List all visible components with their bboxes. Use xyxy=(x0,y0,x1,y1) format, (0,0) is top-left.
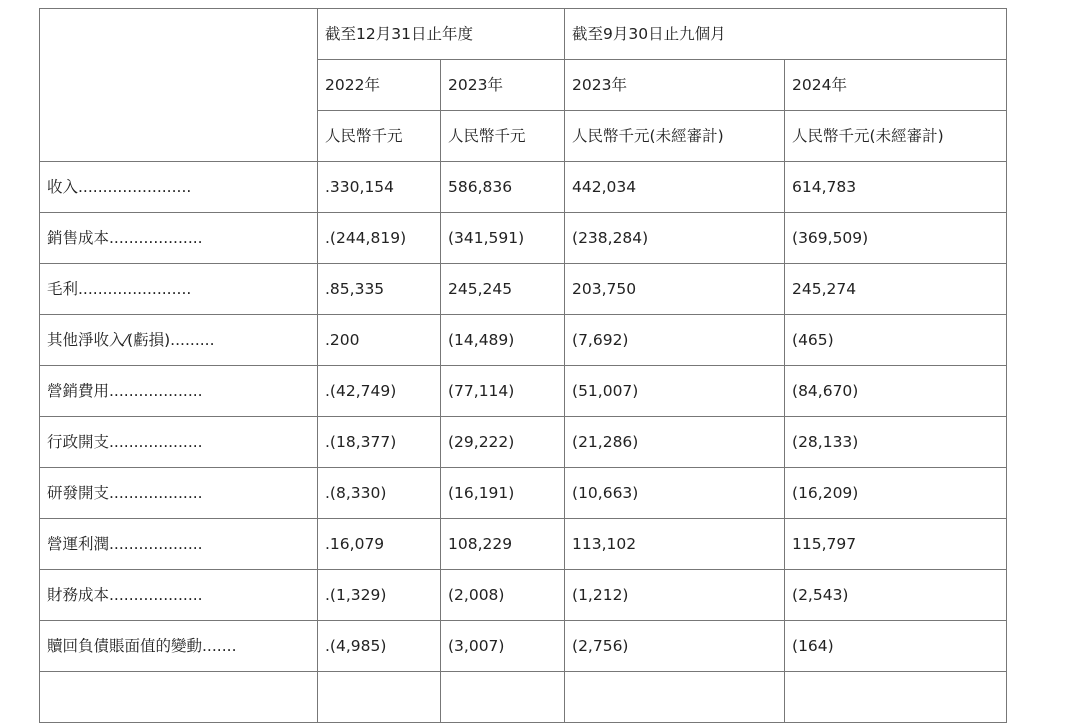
cell-value: .(42,749) xyxy=(318,366,441,417)
cell-value: (369,509) xyxy=(785,213,1007,264)
row-label: 銷售成本................... xyxy=(40,213,318,264)
cell-value: .16,079 xyxy=(318,519,441,570)
cell-value: .85,335 xyxy=(318,264,441,315)
cell-value: (10,663) xyxy=(565,468,785,519)
row-label: 其他淨收入⁄(虧損)......... xyxy=(40,315,318,366)
row-label: 營運利潤................... xyxy=(40,519,318,570)
cell-value: (51,007) xyxy=(565,366,785,417)
cell-value: .(18,377) xyxy=(318,417,441,468)
cell-value xyxy=(441,672,565,723)
cell-value: (14,489) xyxy=(441,315,565,366)
header-nine-months-ended: 截至9月30日止九個月 xyxy=(565,9,1007,60)
cell-value: (341,591) xyxy=(441,213,565,264)
cell-value: 115,797 xyxy=(785,519,1007,570)
table-row xyxy=(40,417,1007,468)
header-year: 2023年 xyxy=(565,60,785,111)
cell-value: (2,756) xyxy=(565,621,785,672)
table-row xyxy=(40,519,1007,570)
cell-value: (465) xyxy=(785,315,1007,366)
table-row xyxy=(40,264,1007,315)
header-corner-cell xyxy=(40,9,318,162)
row-label: 行政開支................... xyxy=(40,417,318,468)
cell-value: .(8,330) xyxy=(318,468,441,519)
cell-value: (21,286) xyxy=(565,417,785,468)
header-year: 2024年 xyxy=(785,60,1007,111)
cell-value: 203,750 xyxy=(565,264,785,315)
cell-value: (77,114) xyxy=(441,366,565,417)
cell-value: (16,209) xyxy=(785,468,1007,519)
cell-value: (16,191) xyxy=(441,468,565,519)
header-year: 2022年 xyxy=(318,60,441,111)
cell-value: 245,274 xyxy=(785,264,1007,315)
table-row xyxy=(40,621,1007,672)
cell-value: (84,670) xyxy=(785,366,1007,417)
row-label xyxy=(40,672,318,723)
table-row xyxy=(40,315,1007,366)
cell-value: (28,133) xyxy=(785,417,1007,468)
table-row xyxy=(40,570,1007,621)
cell-value: 108,229 xyxy=(441,519,565,570)
header-unit: 人民幣千元 xyxy=(441,111,565,162)
cell-value: 586,836 xyxy=(441,162,565,213)
header-unit: 人民幣千元 xyxy=(318,111,441,162)
table-row xyxy=(40,162,1007,213)
header-row-period xyxy=(40,9,1007,60)
cell-value: (7,692) xyxy=(565,315,785,366)
table-row xyxy=(40,213,1007,264)
cell-value xyxy=(565,672,785,723)
row-label: 研發開支................... xyxy=(40,468,318,519)
header-unit: 人民幣千元(未經審計) xyxy=(565,111,785,162)
header-year-ended: 截至12月31日止年度 xyxy=(318,9,565,60)
table-row xyxy=(40,468,1007,519)
cell-value: .(1,329) xyxy=(318,570,441,621)
cell-value: (1,212) xyxy=(565,570,785,621)
table-row xyxy=(40,366,1007,417)
cell-value: (3,007) xyxy=(441,621,565,672)
cell-value: (29,222) xyxy=(441,417,565,468)
row-label: 營銷費用................... xyxy=(40,366,318,417)
row-label: 毛利....................... xyxy=(40,264,318,315)
row-label: 財務成本................... xyxy=(40,570,318,621)
header-year: 2023年 xyxy=(441,60,565,111)
cell-value: .(4,985) xyxy=(318,621,441,672)
cell-value: (164) xyxy=(785,621,1007,672)
cell-value: .200 xyxy=(318,315,441,366)
cell-value xyxy=(318,672,441,723)
cell-value: (238,284) xyxy=(565,213,785,264)
cell-value: (2,543) xyxy=(785,570,1007,621)
cell-value xyxy=(785,672,1007,723)
cell-value: 245,245 xyxy=(441,264,565,315)
cell-value: .(244,819) xyxy=(318,213,441,264)
income-statement-table xyxy=(39,8,1007,723)
row-label: 收入....................... xyxy=(40,162,318,213)
cell-value: 442,034 xyxy=(565,162,785,213)
cell-value: .330,154 xyxy=(318,162,441,213)
table-row xyxy=(40,672,1007,723)
cell-value: 113,102 xyxy=(565,519,785,570)
header-unit: 人民幣千元(未經審計) xyxy=(785,111,1007,162)
cell-value: 614,783 xyxy=(785,162,1007,213)
row-label: 贖回負債賬面值的變動....... xyxy=(40,621,318,672)
cell-value: (2,008) xyxy=(441,570,565,621)
